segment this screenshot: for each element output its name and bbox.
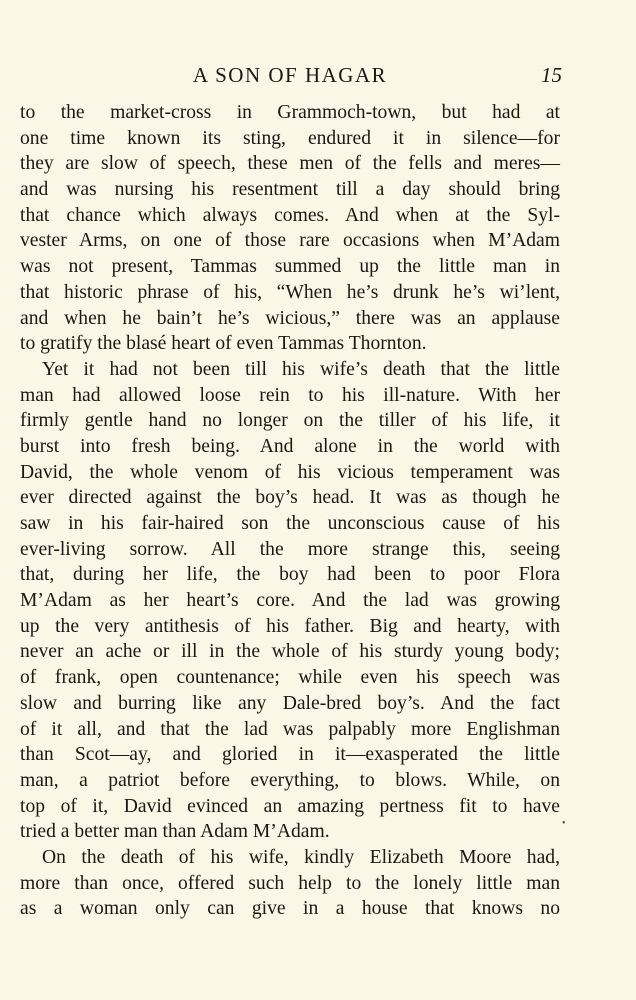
text-line: and was nursing his resentment till a day should bring [20, 179, 560, 201]
text-line: and when he bain’t he’s wicious,” there was an applause [20, 307, 560, 329]
text-line: to gratify the blasé heart of even Tammas Thornton. [20, 333, 427, 355]
text-line: as a woman only can give in a house that knows no [20, 898, 560, 920]
text-line: ever-living sorrow. All the more strange this, seeing [20, 538, 560, 560]
text-line: that historic phrase of his, “When he’s drunk he’s wi’lent, [20, 281, 560, 303]
text-line: was not present, Tammas summed up the little man in [20, 256, 560, 278]
text-line: one time known its sting, endured it in silence—for [20, 127, 560, 149]
running-head [20, 60, 560, 90]
text-line: to the market-cross in Grammoch-town, but had at [20, 102, 560, 123]
text-line: slow and burring like any Dale-bred boy’s. And the fact [20, 692, 560, 714]
page-number: 15 [541, 63, 562, 87]
text-line: vester Arms, on one of those rare occasions when M’Adam [20, 230, 560, 252]
paragraph-first-line: Yet it had not been till his wife’s death that the little [42, 358, 560, 380]
text-line: firmly gentle hand no longer on the tiller of his life, it [20, 410, 560, 432]
text-line: up the very antithesis of his father. Big and hearty, with [20, 615, 560, 637]
text-line: tried a better man than Adam M’Adam. [20, 821, 330, 843]
text-line: never an ache or ill in the whole of his sturdy young body; [20, 641, 560, 663]
text-line: man, a patriot before everything, to blows. While, on [20, 769, 560, 791]
text-line: M’Adam as her heart’s core. And the lad was growing [20, 590, 560, 612]
text-line: man had allowed loose rein to his ill-nature. With her [20, 384, 560, 406]
text-line: of frank, open countenance; while even his speech was [20, 667, 560, 689]
text-line: of it all, and that the lad was palpably more Englishman [20, 718, 560, 740]
text-line: burst into fresh being. And alone in the world with [20, 435, 560, 457]
paragraph-first-line: On the death of his wife, kindly Elizabeth Moore had, [42, 846, 560, 868]
text-line: that chance which always comes. And when at the Syl- [20, 204, 560, 226]
text-line: than Scot—ay, and gloried in it—exasperated the little [20, 744, 560, 766]
text-line: that, during her life, the boy had been to poor Flora [20, 564, 560, 586]
text-line: more than once, offered such help to the lonely little man [20, 872, 560, 894]
text-line: David, the whole venom of his vicious temperament was [20, 461, 560, 483]
body-text [20, 100, 560, 922]
margin-dot: • [562, 818, 566, 829]
text-line: top of it, David evinced an amazing pertness fit to have [20, 795, 560, 817]
page-title: A SON OF HAGAR [192, 63, 388, 87]
text-line: ever directed against the boy’s head. It was as though he [20, 487, 560, 509]
text-line: they are slow of speech, these men of the fells and meres— [20, 153, 560, 175]
text-line: saw in his fair-haired son the unconscious cause of his [20, 513, 560, 534]
